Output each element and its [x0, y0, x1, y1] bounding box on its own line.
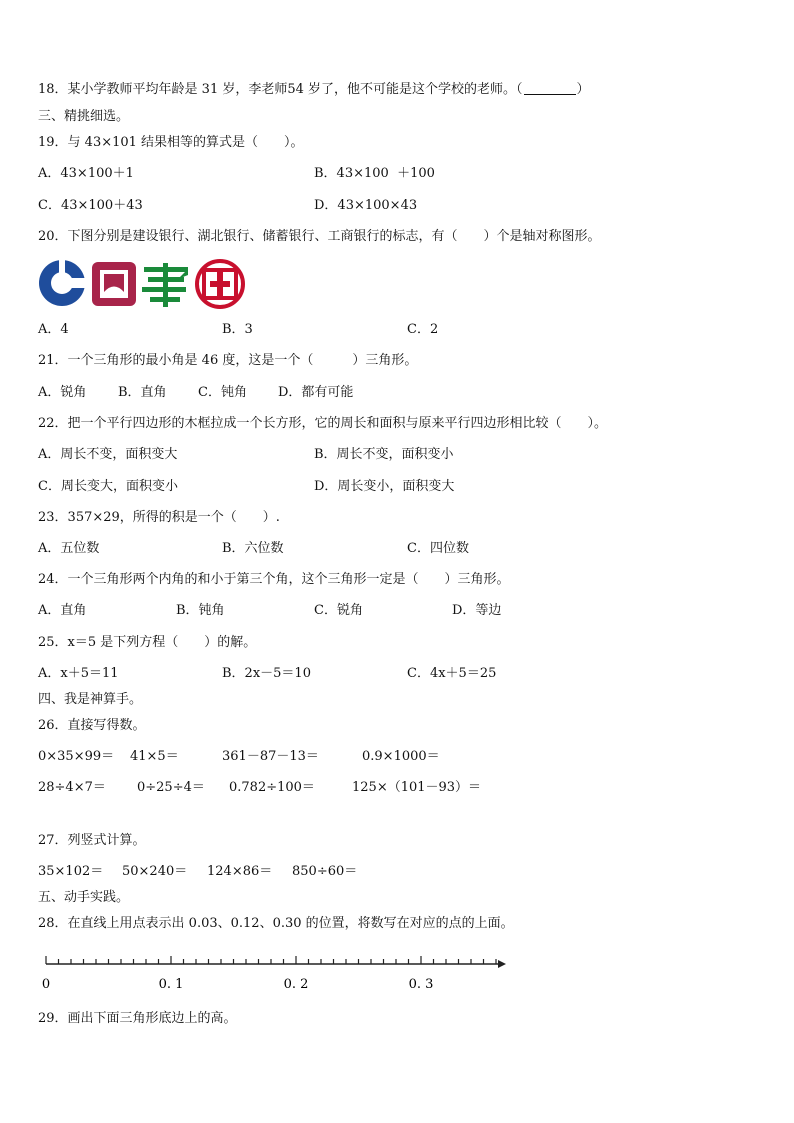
calc-item: 35×102＝: [38, 864, 104, 879]
option-d[interactable]: D．43×100×43: [314, 198, 418, 213]
calc-item: 124×86＝: [207, 864, 273, 879]
calc-item: 41×5＝: [130, 749, 179, 764]
question-25-stem: 25．x＝5 是下列方程（ ）的解。: [38, 635, 257, 650]
option-a[interactable]: A．4: [38, 322, 69, 337]
arrow-icon: [498, 960, 506, 968]
answer-blank[interactable]: [524, 82, 576, 95]
bank-logos: [38, 259, 248, 309]
option-b[interactable]: B．2x－5＝10: [222, 666, 311, 681]
section-3-heading: 三、精挑细选。: [38, 109, 130, 124]
option-c[interactable]: C．4x＋5＝25: [407, 666, 497, 681]
tick-label: 0. 1: [158, 977, 184, 992]
calc-item: 0.782÷100＝: [229, 780, 315, 795]
hubei-bank-logo-icon: [92, 262, 136, 306]
option-a[interactable]: A．五位数: [38, 541, 100, 556]
option-b[interactable]: B．六位数: [222, 541, 284, 556]
option-d[interactable]: D．等边: [452, 603, 502, 618]
tick-label: 0. 2: [283, 977, 309, 992]
question-18-text: 18．某小学教师平均年龄是 31 岁，李老师54 岁了，他不可能是这个学校的老师。（: [38, 82, 523, 97]
tick-label: 0: [41, 977, 51, 992]
question-21-stem: 21．一个三角形的最小角是 46 度，这是一个（ ）三角形。: [38, 353, 418, 368]
tick-label: 0. 3: [408, 977, 434, 992]
option-c[interactable]: C．2: [407, 322, 439, 337]
option-a[interactable]: A．周长不变，面积变大: [38, 447, 178, 462]
option-a[interactable]: A．直角: [38, 603, 87, 618]
calc-item: 50×240＝: [122, 864, 188, 879]
question-22-stem: 22．把一个平行四边形的木框拉成一个长方形，它的周长和面积与原来平行四边形相比较（ ）。: [38, 416, 608, 431]
question-20-stem: 20．下图分别是建设银行、湖北银行、储蓄银行、工商银行的标志，有（ ）个是轴对称图形。: [38, 229, 601, 244]
calc-item: 125×（101－93）＝: [352, 780, 482, 795]
calc-item: 0÷25÷4＝: [137, 780, 205, 795]
option-b[interactable]: B．周长不变，面积变小: [314, 447, 454, 462]
option-b[interactable]: B．钝角: [176, 603, 225, 618]
section-4-heading: 四、我是神算手。: [38, 692, 143, 707]
option-a[interactable]: A．43×100＋1: [38, 166, 134, 181]
question-28-stem: 28．在直线上用点表示出 0.03、0.12、0.30 的位置，将数写在对应的点的上面。: [38, 916, 514, 931]
section-5-heading: 五、动手实践。: [38, 890, 130, 905]
option-c[interactable]: C．周长变大，面积变小: [38, 479, 178, 494]
question-26-stem: 26．直接写得数。: [38, 718, 146, 733]
question-18-close: ）: [576, 82, 590, 97]
question-23-stem: 23．357×29，所得的积是一个（ ）.: [38, 510, 280, 525]
question-19-stem: 19．与 43×101 结果相等的算式是（ ）。: [38, 135, 304, 150]
calc-item: 361－87－13＝: [222, 749, 319, 764]
question-24-stem: 24．一个三角形两个内角的和小于第三个角，这个三角形一定是（ ）三角形。: [38, 572, 510, 587]
question-29-stem: 29．画出下面三角形底边上的高。: [38, 1011, 237, 1026]
option-c[interactable]: C．43×100＋43: [38, 198, 143, 213]
number-line[interactable]: [36, 950, 506, 1002]
option-b[interactable]: B．3: [222, 322, 253, 337]
option-a[interactable]: A．x＋5＝11: [38, 666, 119, 681]
calc-item: 0.9×1000＝: [362, 749, 440, 764]
option-c[interactable]: C．四位数: [407, 541, 469, 556]
option-d[interactable]: D．周长变小，面积变大: [314, 479, 455, 494]
icbc-logo-icon: [197, 261, 243, 307]
calc-item: 850÷60＝: [292, 864, 358, 879]
question-18: [38, 82, 590, 98]
option-b[interactable]: B．43×100 ＋100: [314, 166, 435, 181]
question-27-stem: 27．列竖式计算。: [38, 833, 146, 848]
option-d[interactable]: D．都有可能: [278, 385, 354, 400]
option-a[interactable]: A．锐角: [38, 385, 87, 400]
calc-item: 0×35×99＝: [38, 749, 115, 764]
calc-item: 28÷4×7＝: [38, 780, 106, 795]
option-b[interactable]: B．直角: [118, 385, 167, 400]
ccb-logo-icon: [39, 259, 86, 306]
postal-savings-logo-icon: [142, 263, 188, 307]
option-c[interactable]: C．锐角: [314, 603, 363, 618]
option-c[interactable]: C．钝角: [198, 385, 247, 400]
